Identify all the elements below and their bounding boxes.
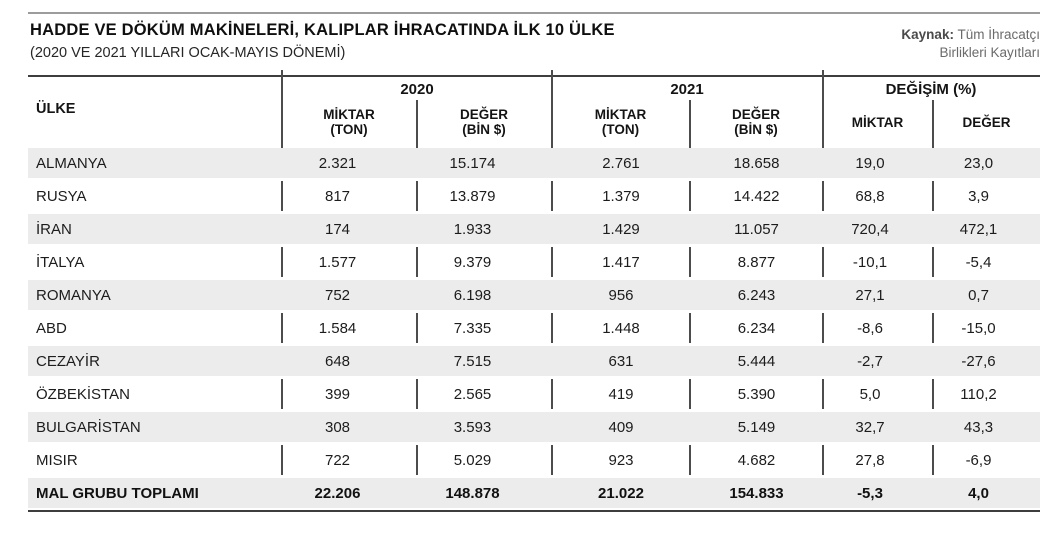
- value-cell: 6.243: [737, 286, 776, 304]
- value-cell: 18.658: [733, 154, 780, 172]
- header-line: DEĞER: [459, 107, 508, 122]
- value-cell: 14.422: [733, 187, 780, 205]
- value-cell: 2.565: [453, 385, 492, 403]
- header-line: (TON): [601, 122, 640, 137]
- value-cell: 11.057: [734, 220, 779, 238]
- value-cell: 409: [608, 418, 634, 436]
- country-cell: MAL GRUBU TOPLAMI: [36, 484, 199, 502]
- value-cell: 7.335: [453, 319, 492, 337]
- country-cell: CEZAYİR: [36, 352, 100, 370]
- value-cell: 43,3: [963, 418, 994, 436]
- value-cell: 21.022: [598, 484, 644, 502]
- table-row: [28, 148, 1040, 181]
- value-cell: 110,2: [960, 385, 997, 403]
- value-cell: 1.379: [602, 187, 640, 205]
- table-body: [28, 148, 1040, 511]
- column-header-degisim-deger: DEĞER: [962, 115, 1011, 130]
- column-group-degisim: DEĞİŞİM (%): [885, 81, 977, 98]
- header-line: (TON): [330, 122, 368, 137]
- value-cell: 817: [324, 187, 351, 205]
- value-cell: 472,1: [959, 220, 998, 238]
- value-cell: 4.682: [737, 451, 776, 469]
- value-cell: 1.429: [602, 220, 640, 238]
- column-header-2020-deger: [417, 107, 551, 137]
- country-cell: ROMANYA: [36, 286, 111, 304]
- value-cell: -5,4: [965, 253, 992, 271]
- value-cell: 419: [608, 385, 634, 403]
- value-cell: -27,6: [961, 352, 996, 370]
- value-cell: 923: [608, 451, 634, 469]
- header-line: DEĞER: [731, 107, 780, 122]
- value-cell: 1.933: [453, 220, 492, 238]
- country-cell: İRAN: [36, 220, 72, 238]
- value-cell: 2.321: [318, 154, 357, 172]
- value-cell: 154.833: [729, 484, 784, 502]
- table-row: [28, 280, 1040, 313]
- value-cell: 0,7: [968, 286, 989, 304]
- table-row-total: [28, 478, 1040, 511]
- value-cell: 8.877: [737, 253, 776, 271]
- value-cell: -15,0: [961, 319, 996, 337]
- value-cell: 6.234: [737, 319, 776, 337]
- value-cell: 27,8: [855, 451, 885, 469]
- value-cell: 752: [324, 286, 351, 304]
- value-cell: 22.206: [314, 484, 361, 502]
- table-border-top: [28, 75, 1040, 77]
- header-line: (BİN $): [462, 122, 506, 137]
- value-cell: 648: [324, 352, 351, 370]
- page-subtitle: (2020 VE 2021 YILLARI OCAK-MAYIS DÖNEMİ): [30, 45, 346, 61]
- value-cell: 3,9: [968, 187, 989, 205]
- country-cell: BULGARİSTAN: [36, 418, 141, 436]
- header-line: MİKTAR: [594, 107, 647, 122]
- value-cell: 23,0: [963, 154, 994, 172]
- column-header-ulke: ÜLKE: [36, 101, 76, 117]
- header-line: MİKTAR: [323, 107, 375, 122]
- value-cell: 5,0: [859, 385, 881, 403]
- value-cell: 631: [608, 352, 634, 370]
- value-cell: 308: [324, 418, 351, 436]
- table-row: [28, 412, 1040, 445]
- table-row: [28, 313, 1040, 346]
- country-cell: İTALYA: [36, 253, 85, 271]
- column-group-2021: 2021: [670, 81, 704, 98]
- value-cell: 5.390: [737, 385, 776, 403]
- value-cell: 956: [608, 286, 634, 304]
- value-cell: 4,0: [968, 484, 989, 502]
- table-row: [28, 445, 1040, 478]
- table-row: [28, 181, 1040, 214]
- value-cell: 2.761: [602, 154, 640, 172]
- value-cell: 9.379: [453, 253, 492, 271]
- value-cell: 15.174: [449, 154, 496, 172]
- value-cell: 722: [324, 451, 351, 469]
- value-cell: 174: [324, 220, 351, 238]
- header-line: (BİN $): [734, 122, 778, 137]
- source-text-2: Birlikleri Kayıtları: [939, 45, 1040, 60]
- value-cell: 5.149: [737, 418, 776, 436]
- value-cell: 399: [324, 385, 351, 403]
- country-cell: MISIR: [36, 451, 78, 469]
- value-cell: 7.515: [453, 352, 492, 370]
- value-cell: 1.448: [602, 319, 640, 337]
- source-attribution: [901, 26, 1040, 62]
- value-cell: 1.577: [318, 253, 357, 271]
- column-group-2020: 2020: [400, 81, 434, 98]
- value-cell: -5,3: [857, 484, 883, 502]
- value-cell: 5.444: [737, 352, 776, 370]
- value-cell: -2,7: [857, 352, 883, 370]
- value-cell: 27,1: [855, 286, 885, 304]
- value-cell: 1.584: [318, 319, 357, 337]
- column-header-2020-miktar: [282, 107, 416, 137]
- value-cell: 13.879: [449, 187, 496, 205]
- value-cell: 6.198: [453, 286, 492, 304]
- table-row: [28, 247, 1040, 280]
- value-cell: 720,4: [851, 220, 889, 238]
- table-row: [28, 346, 1040, 379]
- value-cell: 148.878: [445, 484, 500, 502]
- value-cell: -6,9: [965, 451, 992, 469]
- value-cell: 32,7: [855, 418, 885, 436]
- source-label: Kaynak:: [901, 27, 954, 42]
- country-cell: ÖZBEKİSTAN: [36, 385, 130, 403]
- page-title: HADDE VE DÖKÜM MAKİNELERİ, KALIPLAR İHRACATINDA İLK 10 ÜLKE: [30, 21, 615, 39]
- value-cell: 5.029: [453, 451, 492, 469]
- value-cell: 3.593: [453, 418, 492, 436]
- country-cell: RUSYA: [36, 187, 87, 205]
- table-row: [28, 214, 1040, 247]
- value-cell: 19,0: [855, 154, 885, 172]
- table-row: [28, 379, 1040, 412]
- source-line-1: [901, 26, 1040, 44]
- value-cell: -10,1: [852, 253, 888, 271]
- table-border-bottom: [28, 510, 1040, 512]
- country-cell: ALMANYA: [36, 154, 107, 172]
- value-cell: -8,6: [857, 319, 883, 337]
- column-header-2021-deger: [690, 107, 822, 137]
- data-table: [28, 70, 1040, 520]
- column-header-2021-miktar: [552, 107, 689, 137]
- value-cell: 1.417: [602, 253, 640, 271]
- column-header-degisim-miktar: MİKTAR: [851, 115, 904, 130]
- value-cell: 68,8: [855, 187, 885, 205]
- country-cell: ABD: [36, 319, 67, 337]
- top-divider: [28, 12, 1040, 14]
- source-text-1: Tüm İhracatçı: [957, 27, 1040, 42]
